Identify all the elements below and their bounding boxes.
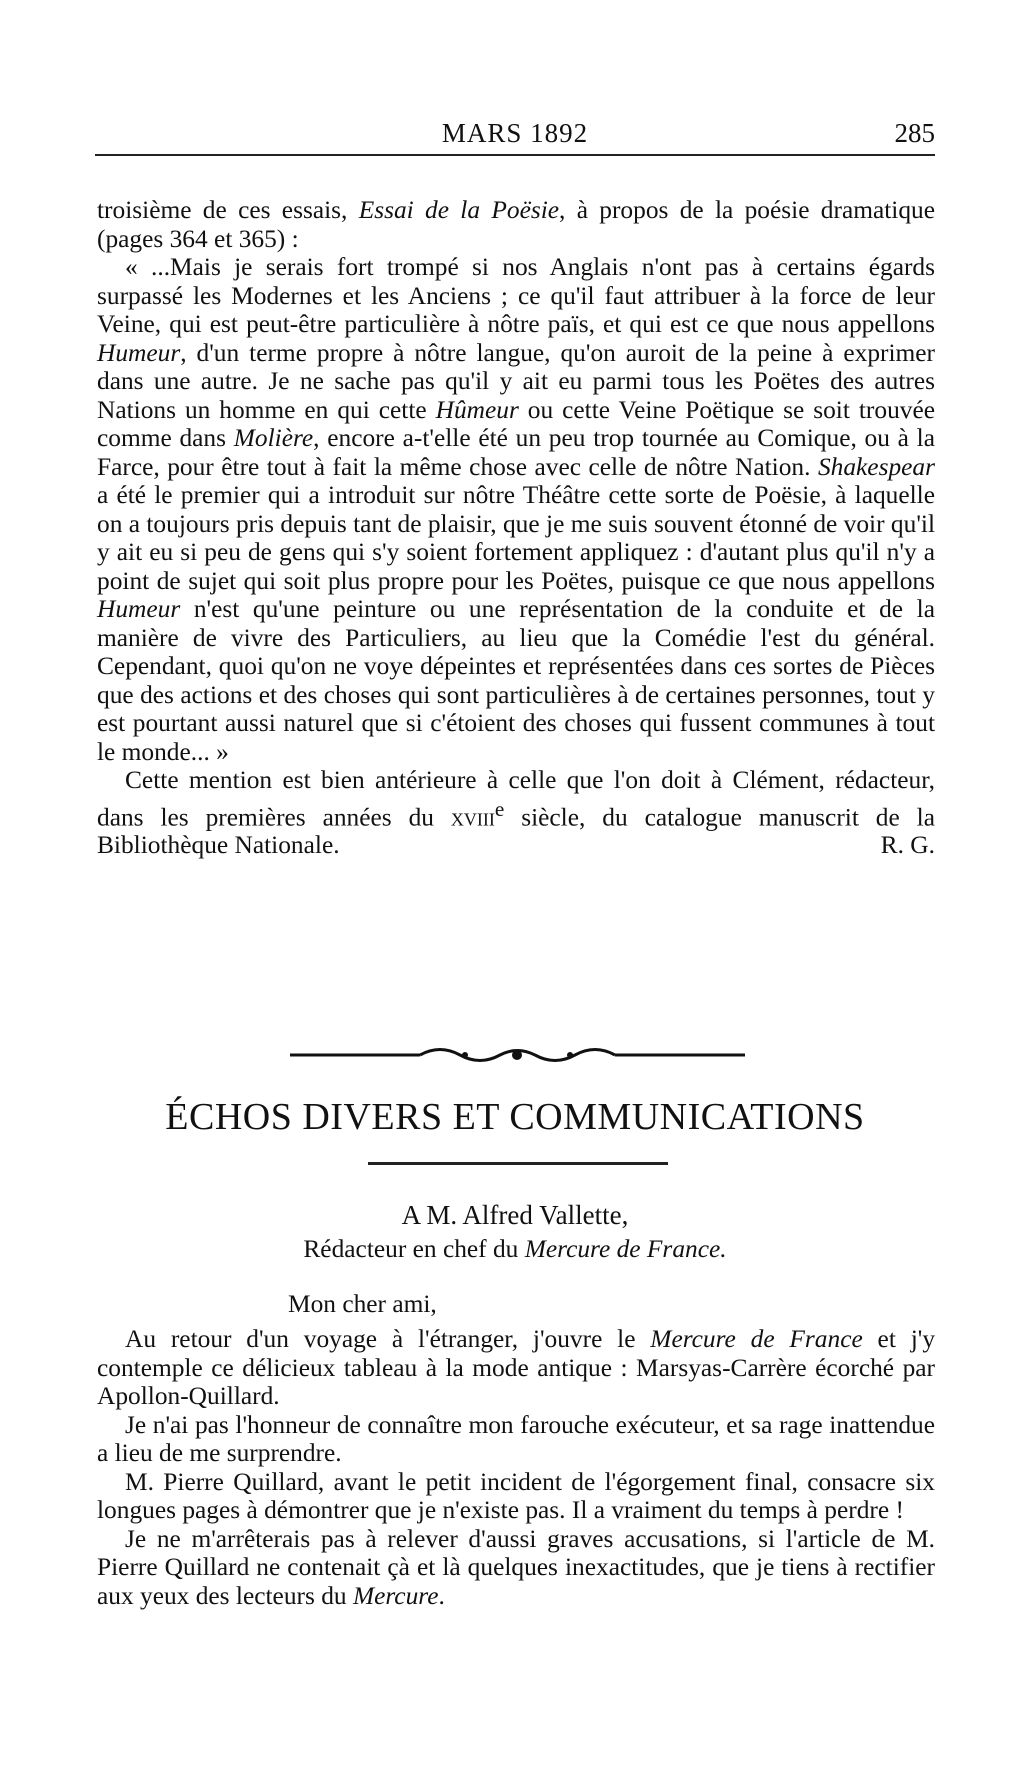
paragraph-mention [97, 766, 935, 860]
letter-addressee: A M. Alfred Vallette, [401, 1200, 629, 1230]
text-run: Rédacteur en chef du [303, 1235, 525, 1263]
work-title: Essai de la Poësie [358, 196, 560, 224]
page-number: 285 [894, 118, 935, 148]
section-title: ÉCHOS DIVERS ET COMMUNICATIONS [165, 1096, 865, 1138]
article-continuation [97, 196, 935, 860]
text-run: Je ne m'arrêterais pas à relever d'aussi graves accusations, si l'article de M. Pierre Quillard ne contenait çà et là quelques inexactitudes, que je tiens à rectifier aux yeux des lecteurs du [97, 1524, 935, 1610]
text-run: siècle, du catalogue manuscrit de la Bibliothèque Nationale. [97, 802, 935, 860]
text-run: ou cette Veine Poëtique se soit trouvée comme dans [97, 395, 936, 452]
letter-body [97, 1325, 935, 1610]
paragraph-intro [97, 196, 935, 253]
text-run: , à propos de la poésie dramatique (pages 364 et 365) : [97, 196, 935, 253]
journal-title: Mercure de France. [524, 1235, 727, 1263]
text-run: n'est qu'une peinture ou une représentation de la conduite et de la manière de vivre des Particuliers, au lieu que la Comédie l'est du général. Cependant, quoi qu'on ne voye dépeintes et représentées dans ces sortes de Pièces que des actions et des choses qui sont particulières à de certaines personnes, tout y est pourtant aussi naturel que si c'étoient des choses qui fussent communes à tout le monde... » [97, 595, 935, 766]
text-run: a été le premier qui a introduit sur nôtre Théâtre cette sorte de Poësie, à laquelle on a toujours pris depuis tant de plaisir, que je me suis souvent étonné de voir qu'il y ait eu si peu de gens qui s'y soient fortement appliquez : d'autant plus qu'il n'y a point de sujet qui soit plus propre pour les Poëtes, puisque ce que nous appellons [97, 481, 935, 595]
paragraph-quotation [97, 253, 935, 766]
letter-role [95, 1235, 935, 1264]
text-run: . [438, 1581, 445, 1610]
journal-title: Mercure [352, 1581, 439, 1610]
running-header [95, 118, 935, 156]
letter-salutation: Mon cher ami, [288, 1290, 437, 1318]
italic-term: Humeur [97, 338, 181, 367]
italic-term: Hûmeur [435, 395, 519, 424]
italic-name: Molière [233, 424, 314, 452]
letter-paragraph [97, 1325, 935, 1411]
italic-name: Shakespear [817, 452, 935, 481]
author-signature: R. G. [880, 831, 935, 860]
letter-paragraph: M. Pierre Quillard, avant le petit incident de l'égorgement final, consacre six longues pages à démontrer que je n'existe pas. Il a vraiment du temps à perdre ! [97, 1467, 935, 1524]
journal-title: Mercure de France [650, 1325, 863, 1353]
letter-paragraph: Je n'ai pas l'honneur de connaître mon farouche exécuteur, et sa rage inattendue a lieu de me surprendre. [97, 1410, 935, 1467]
text-run: Au retour d'un voyage à l'étranger, j'ouvre le [125, 1325, 651, 1353]
text-run: troisième de ces essais, [97, 196, 359, 224]
text-run: « ...Mais je serais fort trompé si nos Anglais n'ont pas à certains égards surpassé les Modernes et les Anciens ; ce qu'il faut attribuer à la force de leur Veine, qui est peut-être particulière à nôtre païs, et qui est ce que nous appellons [97, 253, 935, 338]
letter-paragraph [97, 1525, 935, 1611]
italic-term: Humeur [97, 595, 181, 623]
text-run: , encore a-t'elle été un peu trop tournée au Comique, ou à la Farce, pour être tout à fait la même chose avec celle de nôtre Nation. [97, 424, 935, 481]
ordinal-superscript: e [494, 796, 505, 821]
running-title: MARS 1892 [441, 118, 589, 148]
decorative-ornament [290, 1042, 745, 1068]
title-rule [368, 1162, 668, 1165]
text-run: et j'y contemple ce délicieux tableau à la mode antique : Marsyas-Carrère écorché par Apollon-Quillard. [97, 1325, 936, 1410]
century-numeral: xviii [450, 802, 495, 831]
text-run: , d'un terme propre à nôtre langue, qu'on auroit de la peine à exprimer dans une autre. Je ne sache pas qu'il y ait eu parmi tous les Poëtes des autres Nations un homme en qui cette [97, 338, 935, 424]
text-run: Cette mention est bien antérieure à celle que l'on doit à Clément, rédacteur, dans les premières années du [97, 766, 935, 831]
